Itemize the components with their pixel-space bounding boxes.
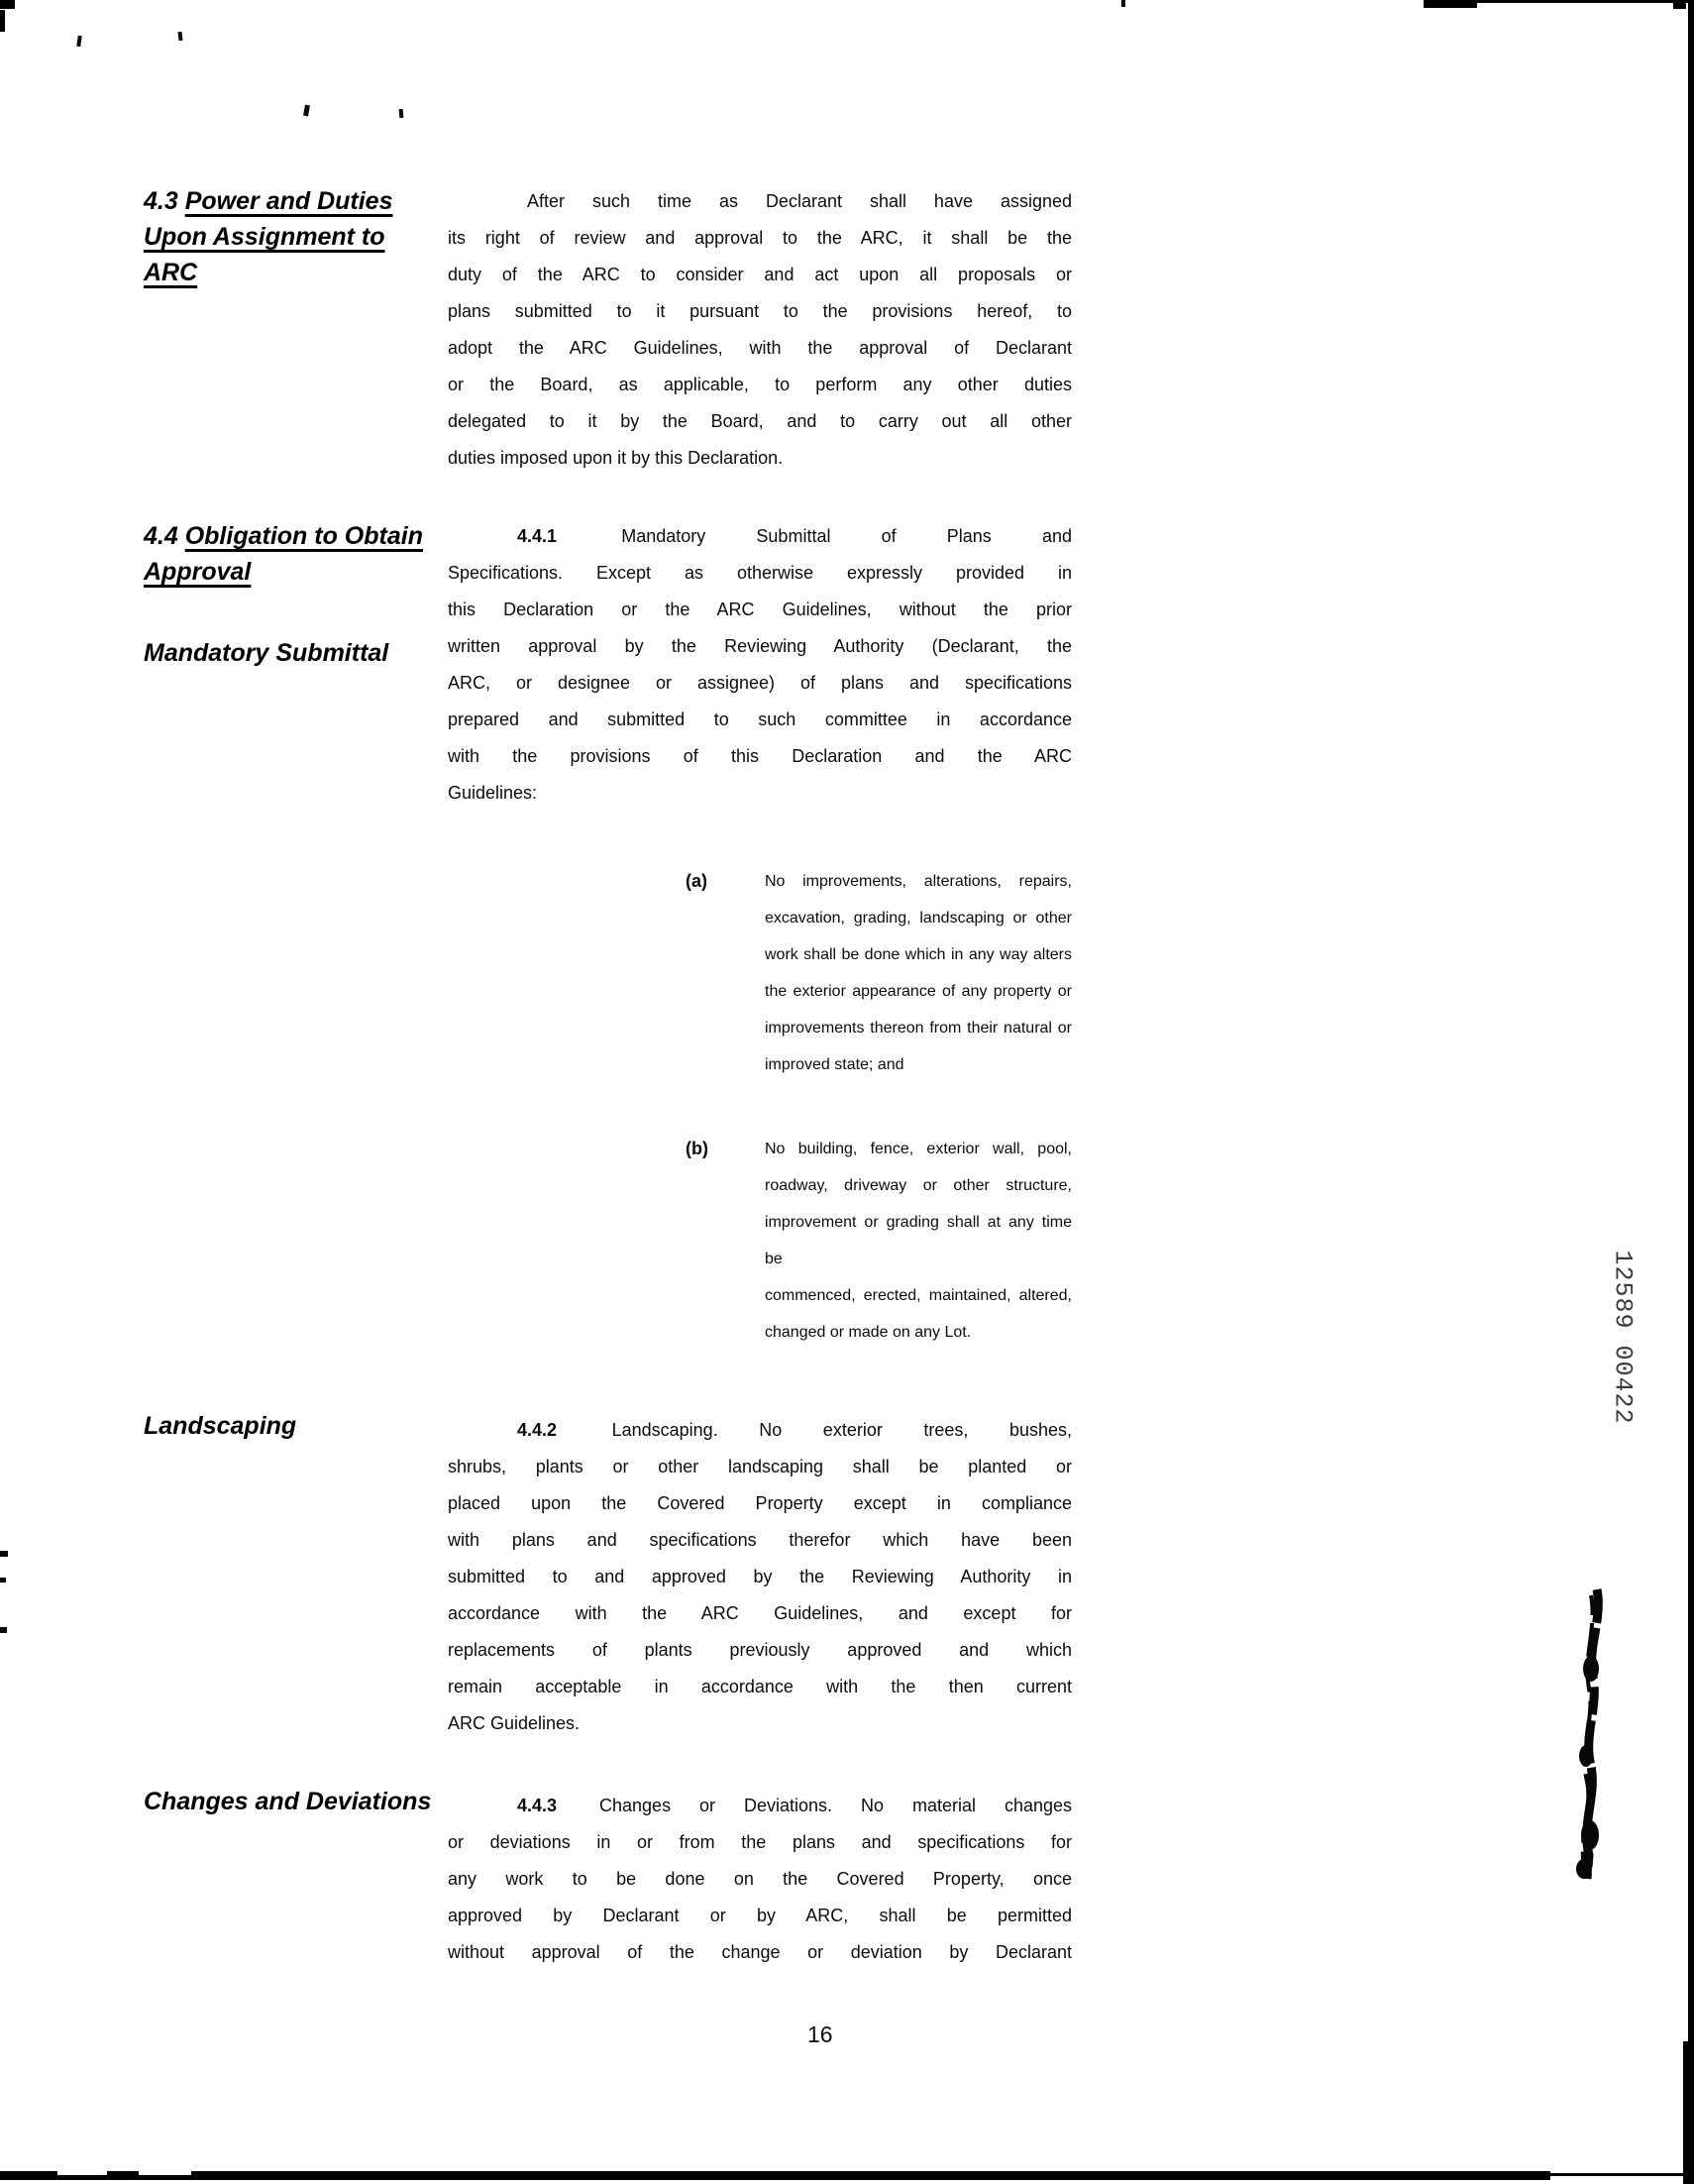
section-4-4: [144, 518, 1072, 812]
paragraph-line: ARC Guidelines.: [448, 1713, 581, 1733]
paragraph-line: or deviations in or from the plans and specifications for: [448, 1832, 1072, 1852]
scan-bottom-bar-gap: [57, 2171, 107, 2175]
list-item-text: [765, 863, 1072, 1083]
subitem-a-row: [144, 812, 1072, 1351]
paragraph-line: improvement or grading shall at any time be: [765, 1214, 1072, 1267]
section-4-4-2-label-column: [144, 1412, 448, 1441]
scan-corner-top-right: [1673, 0, 1686, 9]
section-4-4-3-label-column: [144, 1788, 448, 1816]
paragraph-line: roadway, driveway or other structure,: [765, 1177, 1072, 1194]
section-4-3-heading-column: [144, 183, 448, 290]
section-heading-line: Approval: [144, 558, 252, 586]
section-4-4-1-paragraph: [448, 518, 1072, 812]
paragraph-line: commenced, erected, maintained, altered,: [765, 1287, 1072, 1304]
section-4-3: [144, 183, 1072, 477]
paragraph-line: No improvements, alterations, repairs,: [765, 873, 1072, 890]
paragraph-line: accordance with the ARC Guidelines, and except for: [448, 1603, 1072, 1623]
paragraph-line: changed or made on any Lot.: [765, 1324, 972, 1341]
scan-edge-dash: [0, 1627, 7, 1633]
scan-edge-dash: [0, 1578, 6, 1583]
section-4-3-paragraph: [448, 183, 1072, 477]
list-item-text: [765, 1131, 1072, 1351]
recorder-stamp-number: 12589 00422: [1608, 1250, 1638, 1425]
ink-smudge-mark: [1571, 1585, 1615, 1883]
paragraph-line: with plans and specifications therefor which have been: [448, 1530, 1072, 1550]
scan-edge-right-line: [1688, 0, 1694, 2184]
document-body: [144, 183, 1072, 1971]
scan-bottom-bar: [0, 2171, 1550, 2180]
paragraph-line-text: Mandatory Submittal of Plans and: [621, 526, 1072, 546]
section-4-4-2: [144, 1412, 1072, 1742]
marker-b: (b): [686, 1139, 708, 1158]
paragraph-line: [448, 1412, 1072, 1449]
paragraph-line: work shall be done which in any way alters: [765, 946, 1072, 963]
marker-a: (a): [686, 871, 707, 891]
paragraph-line: plans submitted to it pursuant to the provisions hereof, to: [448, 301, 1072, 321]
paragraph-number: 4.4.2: [517, 1420, 558, 1440]
paragraph-line: ARC, or designee or assignee) of plans and specifications: [448, 673, 1072, 693]
paragraph-line: delegated to it by the Board, and to carry out all other: [448, 411, 1072, 431]
scan-bottom-bar-thin: [1545, 2173, 1694, 2176]
page-number: 16: [807, 2021, 833, 2047]
scan-speck: [76, 36, 81, 47]
section-4-4-3: [144, 1788, 1072, 1971]
scan-edge-right-bottom: [1683, 2041, 1694, 2184]
paragraph-line-text: Changes or Deviations. No material changes: [599, 1796, 1072, 1815]
side-label-landscaping: Landscaping: [144, 1412, 297, 1440]
section-heading-4-4: [144, 518, 448, 590]
paragraph-line: this Declaration or the ARC Guidelines, without the prior: [448, 600, 1072, 619]
paragraph-line-text: Landscaping. No exterior trees, bushes,: [611, 1420, 1072, 1440]
paragraph-line: shrubs, plants or other landscaping shall be planted or: [448, 1457, 1072, 1476]
paragraph-line: No building, fence, exterior wall, pool,: [765, 1141, 1072, 1157]
paragraph-number: 4.4.3: [517, 1796, 558, 1815]
paragraph-line: approved by Declarant or by ARC, shall be permitted: [448, 1906, 1072, 1925]
paragraph-line: duties imposed upon it by this Declaration.: [448, 448, 784, 468]
paragraph-line: with the provisions of this Declaration and the ARC: [448, 746, 1072, 766]
scan-corner-top-left-2: [0, 10, 5, 32]
section-heading-4-3: [144, 183, 448, 290]
scan-speck: [178, 32, 183, 41]
section-number: 4.3: [144, 187, 178, 215]
paragraph-line: written approval by the Reviewing Authority (Declarant, the: [448, 636, 1072, 656]
list-item-marker: [686, 863, 765, 1083]
paragraph-line: Specifications. Except as otherwise expressly provided in: [448, 563, 1072, 583]
scan-corner-top-left: [0, 0, 15, 9]
paragraph-line: adopt the ARC Guidelines, with the approval of Declarant: [448, 338, 1072, 358]
side-label-changes-and-deviations: Changes and Deviations: [144, 1788, 432, 1815]
list-item-b: [448, 1131, 1072, 1351]
paragraph-line: [448, 1788, 1072, 1824]
section-number: 4.4: [144, 522, 178, 550]
section-heading-line: Obligation to Obtain: [184, 522, 423, 550]
section-heading-line: Upon Assignment to: [144, 223, 385, 251]
paragraph-line: improvements thereon from their natural or: [765, 1020, 1072, 1037]
paragraph-line: placed upon the Covered Property except in compliance: [448, 1493, 1072, 1513]
paragraph-line: the exterior appearance of any property or: [765, 983, 1072, 1000]
paragraph-line: [448, 518, 1072, 555]
paragraph-line: improved state; and: [765, 1056, 904, 1073]
paragraph-line: After such time as Declarant shall have assigned: [527, 191, 1072, 211]
paragraph-line: any work to be done on the Covered Property, once: [448, 1869, 1072, 1889]
paragraph-line: prepared and submitted to such committee in accordance: [448, 710, 1072, 729]
section-4-4-2-paragraph: [448, 1412, 1072, 1742]
scan-edge-top-tick: [1121, 0, 1125, 7]
paragraph-line: submitted to and approved by the Reviewing Authority in: [448, 1567, 1072, 1586]
paragraph-number: 4.4.1: [517, 526, 558, 546]
list-item-a: [448, 863, 1072, 1083]
section-4-4-heading-column: [144, 518, 448, 668]
paragraph-line: replacements of plants previously approved and which: [448, 1640, 1072, 1660]
paragraph-line: its right of review and approval to the ARC, it shall be the: [448, 228, 1072, 248]
paragraph-line: without approval of the change or deviation by Declarant: [448, 1942, 1072, 1962]
section-heading-line: Power and Duties: [184, 187, 393, 215]
scan-speck: [399, 109, 404, 118]
paragraph-line: duty of the ARC to consider and act upon all proposals or: [448, 265, 1072, 284]
section-4-4-3-paragraph: [448, 1788, 1072, 1971]
scan-speck: [303, 105, 310, 117]
paragraph-line: or the Board, as applicable, to perform any other duties: [448, 375, 1072, 394]
subitem-a-container: [448, 812, 1072, 1351]
paragraph-line: excavation, grading, landscaping or other: [765, 910, 1072, 927]
scan-edge-top-blob: [1424, 0, 1477, 8]
scan-edge-dash: [0, 1551, 8, 1557]
scan-bottom-bar-gap: [139, 2171, 191, 2175]
list-item-marker: [686, 1131, 765, 1351]
section-heading-line: ARC: [144, 259, 198, 286]
paragraph-line: Guidelines:: [448, 783, 538, 803]
side-label-mandatory-submittal: Mandatory Submittal: [144, 639, 389, 667]
paragraph-line: remain acceptable in accordance with the then current: [448, 1677, 1072, 1696]
